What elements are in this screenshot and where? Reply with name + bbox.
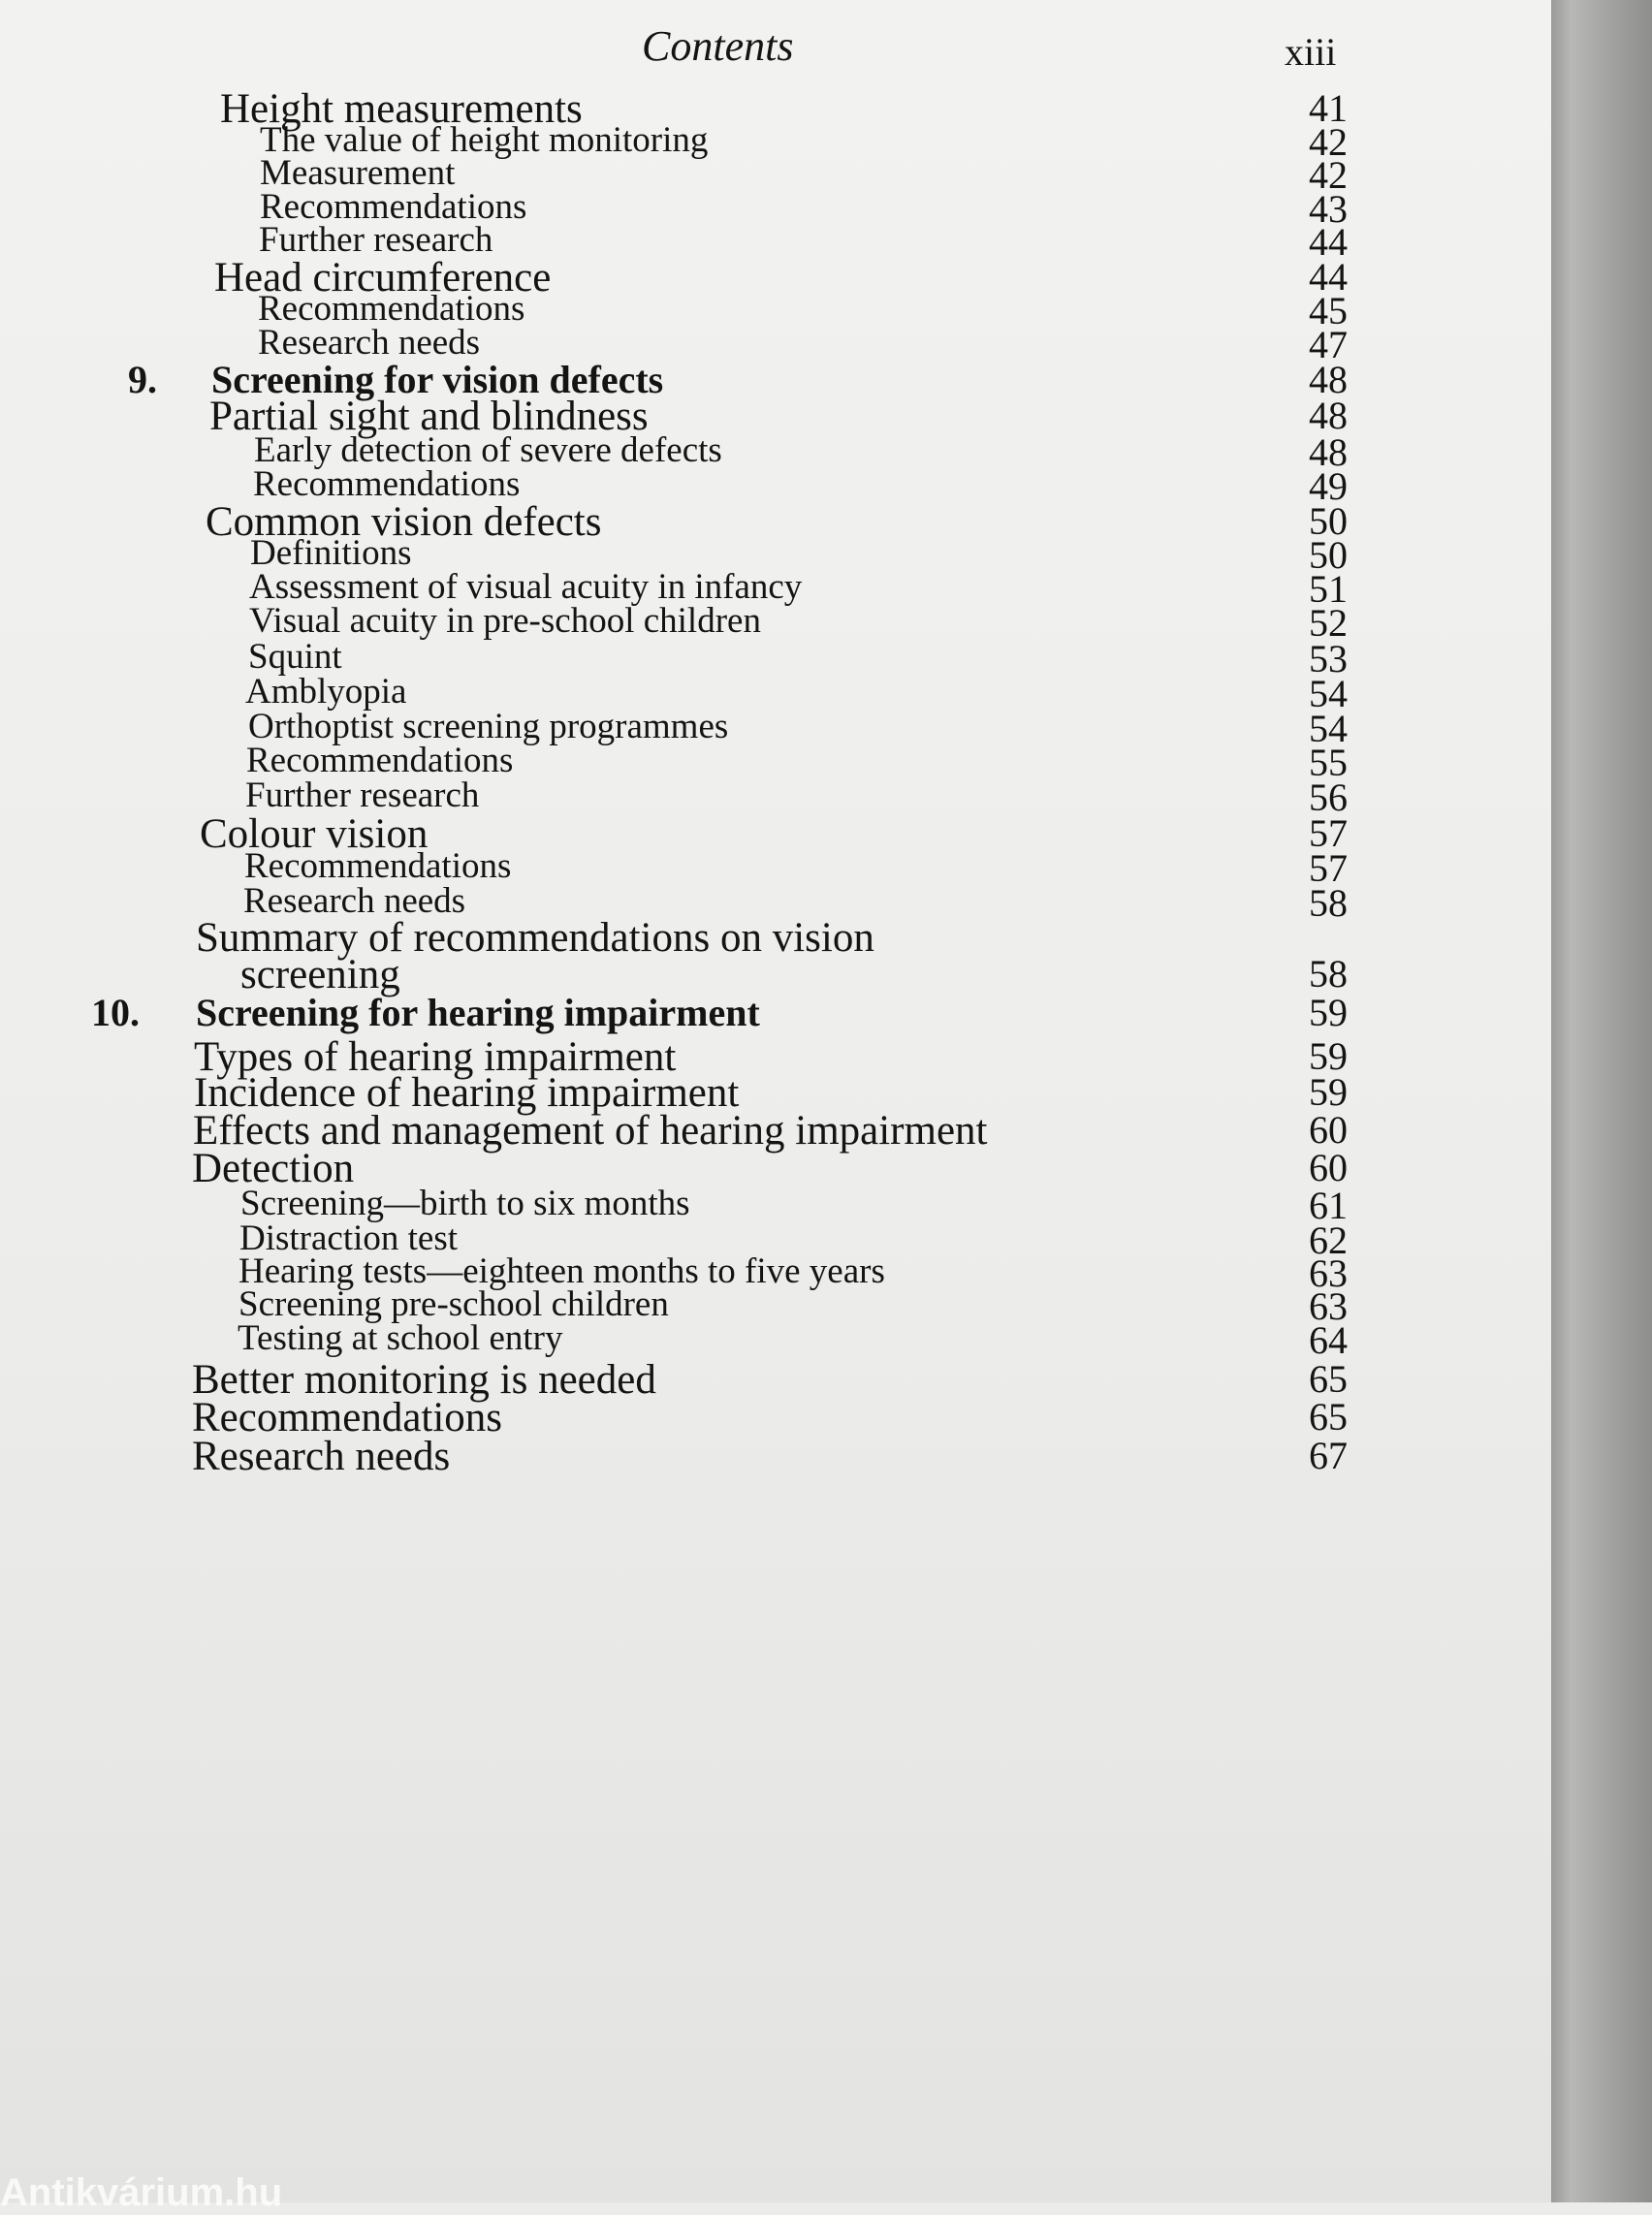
subsection-title: Recommendations bbox=[246, 741, 514, 780]
page-number: 64 bbox=[1309, 1318, 1348, 1362]
section-title: Common vision defects bbox=[206, 499, 602, 545]
subsection-title: Testing at school entry bbox=[238, 1318, 563, 1358]
subsection-title: Early detection of severe defects bbox=[254, 430, 722, 470]
page-number: 41 bbox=[1309, 86, 1348, 130]
page-number: 59 bbox=[1309, 1034, 1348, 1078]
page-number: 45 bbox=[1309, 289, 1348, 332]
page-number: 44 bbox=[1309, 220, 1348, 264]
page-number: 63 bbox=[1309, 1284, 1348, 1328]
page-number: 49 bbox=[1309, 464, 1348, 508]
subsection-title: Orthoptist screening programmes bbox=[248, 707, 729, 746]
page-number: 58 bbox=[1309, 952, 1348, 996]
subsection-title: Distraction test bbox=[239, 1218, 459, 1258]
subsection-title: The value of height monitoring bbox=[260, 120, 709, 160]
chapter-number: 10. bbox=[91, 991, 140, 1034]
section-title: Partial sight and blindness bbox=[209, 394, 649, 439]
toc-entry-row bbox=[0, 1433, 1551, 1479]
page-number: 60 bbox=[1309, 1146, 1348, 1189]
subsection-title: Screening—birth to six months bbox=[240, 1184, 690, 1223]
chapter-title: Screening for vision defects bbox=[211, 358, 664, 401]
page-number: 52 bbox=[1309, 601, 1348, 645]
page-number: 58 bbox=[1309, 881, 1348, 925]
page-number: 63 bbox=[1309, 1251, 1348, 1295]
page-number: 53 bbox=[1309, 637, 1348, 680]
page-number: 61 bbox=[1309, 1184, 1348, 1227]
page-number: 50 bbox=[1309, 533, 1348, 577]
page-number: 54 bbox=[1309, 707, 1348, 750]
page-number: 54 bbox=[1309, 672, 1348, 715]
section-title: Summary of recommendations on vision bbox=[196, 915, 874, 961]
page-number: 62 bbox=[1309, 1218, 1348, 1262]
section-title: screening bbox=[240, 952, 400, 997]
page-number: 43 bbox=[1309, 187, 1348, 231]
page-number: 59 bbox=[1309, 1070, 1348, 1114]
subsection-title: Further research bbox=[245, 775, 480, 815]
page-number: 59 bbox=[1309, 991, 1348, 1034]
subsection-title: Visual acuity in pre-school children bbox=[249, 601, 761, 641]
toc-chapter-row bbox=[0, 990, 1551, 1036]
subsection-title: Research needs bbox=[243, 881, 466, 921]
subsection-title: Recommendations bbox=[258, 289, 525, 329]
page-number: 50 bbox=[1309, 499, 1348, 543]
page-number: 55 bbox=[1309, 741, 1348, 784]
subsection-title: Definitions bbox=[250, 533, 412, 573]
section-title: Head circumference bbox=[214, 255, 552, 301]
page-number: 48 bbox=[1309, 430, 1348, 474]
page-number: 60 bbox=[1309, 1108, 1348, 1152]
section-title: Colour vision bbox=[200, 811, 429, 857]
subsection-title: Assessment of visual acuity in infancy bbox=[249, 567, 803, 607]
page-header-number: xiii bbox=[1285, 30, 1337, 74]
section-title: Detection bbox=[192, 1146, 355, 1191]
section-title: Incidence of hearing impairment bbox=[194, 1070, 740, 1116]
page-number: 47 bbox=[1309, 323, 1348, 366]
subsection-title: Hearing tests—eighteen months to five years bbox=[238, 1251, 885, 1291]
subsection-title: Research needs bbox=[258, 323, 481, 363]
subsection-title: Recommendations bbox=[253, 464, 521, 504]
page-number: 67 bbox=[1309, 1434, 1348, 1477]
subsection-title: Further research bbox=[259, 220, 493, 260]
subsection-title: Squint bbox=[248, 637, 342, 677]
page-number: 57 bbox=[1309, 846, 1348, 890]
page-number: 57 bbox=[1309, 811, 1348, 855]
page-number: 48 bbox=[1309, 394, 1348, 437]
subsection-title: Recommendations bbox=[244, 846, 512, 886]
section-title: Height measurements bbox=[220, 86, 583, 132]
page-number: 42 bbox=[1309, 120, 1348, 164]
subsection-title: Screening pre-school children bbox=[238, 1284, 669, 1324]
subsection-title: Amblyopia bbox=[245, 672, 407, 712]
page-number: 44 bbox=[1309, 255, 1348, 299]
page-number: 42 bbox=[1309, 153, 1348, 197]
section-title: Recommendations bbox=[192, 1395, 503, 1440]
section-title: Research needs bbox=[192, 1434, 451, 1479]
page-number: 51 bbox=[1309, 567, 1348, 611]
page-number: 65 bbox=[1309, 1395, 1348, 1439]
section-title: Types of hearing impairment bbox=[194, 1034, 677, 1080]
chapter-title: Screening for hearing impairment bbox=[196, 991, 760, 1034]
subsection-title: Measurement bbox=[260, 153, 456, 193]
section-title: Better monitoring is needed bbox=[192, 1357, 656, 1403]
page-number: 48 bbox=[1309, 358, 1348, 401]
watermark: Antikvárium.hu bbox=[0, 2171, 283, 2214]
page-number: 56 bbox=[1309, 775, 1348, 819]
section-title: Effects and management of hearing impairment bbox=[193, 1108, 988, 1154]
page-header-title: Contents bbox=[642, 22, 794, 70]
book-spine-shadow bbox=[1551, 0, 1652, 2202]
chapter-number: 9. bbox=[128, 358, 157, 401]
page-number: 65 bbox=[1309, 1357, 1348, 1401]
subsection-title: Recommendations bbox=[260, 187, 527, 227]
